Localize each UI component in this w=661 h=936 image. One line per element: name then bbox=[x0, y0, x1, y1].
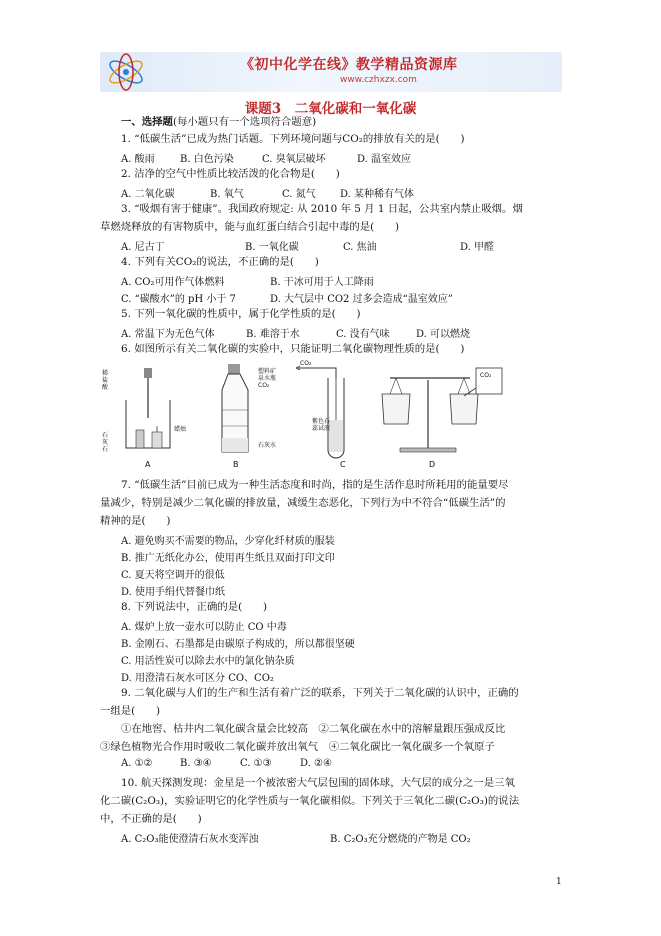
question-8-stem: 8. 下列说法中，正确的是( ) bbox=[121, 601, 268, 613]
q10-option-a: A. C₂O₃能使澄清石灰水变浑浊 bbox=[121, 834, 259, 845]
q4-option-b: B. 干冰可用于人工降雨 bbox=[270, 277, 374, 288]
fig-a-text-2: 盐 bbox=[102, 377, 109, 384]
figure-c-test-tube bbox=[296, 358, 356, 460]
q7-option-a: A. 避免购买不需要的物品，少穿化纤材质的服装 bbox=[121, 536, 335, 547]
question-5-stem: 5. 下列一氧化碳的性质中，属于化学性质的是( ) bbox=[121, 308, 361, 320]
q8-option-c: C. 用活性炭可以除去水中的氯化钠杂质 bbox=[121, 656, 295, 667]
fig-b-text-1: 塑料矿 bbox=[258, 368, 277, 375]
q2-option-d: D. 某种稀有气体 bbox=[340, 189, 415, 200]
section-header bbox=[121, 115, 316, 129]
q3-option-d: D. 甲醛 bbox=[460, 242, 495, 253]
q1-option-b: B. 白色污染 bbox=[180, 154, 234, 165]
question-10-line-3: 中，不正确的是( ) bbox=[100, 813, 202, 825]
q5-option-c: C. 没有气味 bbox=[336, 329, 390, 340]
question-3-line-1: 3. “吸烟有害于健康”。我国政府规定: 从 2010 年 5 月 1 日起，公共室内禁止吸烟。烟 bbox=[121, 203, 523, 215]
q9-option-b: B. ③④ bbox=[180, 758, 212, 769]
q7-option-c: C. 夏天将空调开的很低 bbox=[121, 570, 225, 581]
figure-a-stone-label bbox=[102, 432, 108, 453]
section-label: 一、选择题 bbox=[121, 116, 173, 128]
fig-a-text-3: 酸 bbox=[102, 384, 109, 391]
question-10-line-2: 化二碳(C₂O₃)，实验证明它的化学性质与一氧化碳相似。下列关于三氧化二碳(C₂O₃)的说法 bbox=[100, 795, 520, 807]
figure-b-limewater-label: 石灰水 bbox=[258, 442, 277, 449]
q1-option-d: D. 温室效应 bbox=[357, 154, 412, 165]
fig-b-text-2: 泉水瓶 bbox=[258, 375, 277, 382]
header-banner bbox=[100, 52, 562, 92]
figure-label-a: A bbox=[145, 460, 151, 469]
question-1-stem: 1. “低碳生活”已成为热门话题。下列环境问题与CO₂的排放有关的是( ) bbox=[121, 133, 465, 145]
q7-option-b: B. 推广无纸化办公，使用再生纸且双面打印文印 bbox=[121, 553, 335, 564]
figure-d-co2-label: CO₂ bbox=[480, 372, 492, 379]
figure-a-candle-label: 蜡烛 bbox=[174, 426, 187, 433]
question-3-line-2: 草燃烧释放的有害物质中，能与血红蛋白结合引起中毒的是( ) bbox=[100, 221, 400, 233]
fig-a-text-1: 稀 bbox=[102, 370, 109, 377]
fig-b-text-3: CO₂ bbox=[258, 382, 270, 389]
fig-a-text-5: 灰 bbox=[102, 439, 109, 446]
question-9-line-4: ③绿色植物光合作用时吸收二氧化碳并放出氧气 ④二氧化碳比一氧化碳多一个氧原子 bbox=[100, 741, 495, 753]
question-2-stem: 2. 洁净的空气中性质比较活泼的化合物是( ) bbox=[121, 168, 340, 180]
q3-option-b: B. 一氧化碳 bbox=[245, 242, 299, 253]
q5-option-d: D. 可以燃烧 bbox=[416, 329, 471, 340]
banner-url: www.czhxzx.com bbox=[340, 75, 417, 85]
question-9-line-1: 9. 二氧化碳与人们的生产和生活有着广泛的联系，下列关于二氧化碳的认识中，正确的 bbox=[121, 687, 519, 699]
q3-option-c: C. 焦油 bbox=[343, 242, 377, 253]
q7-option-d: D. 使用手绢代替餐巾纸 bbox=[121, 587, 226, 598]
fig-a-text-4: 石 bbox=[102, 432, 109, 439]
figure-c-co2-label: CO₂ bbox=[300, 360, 312, 367]
question-7-line-1: 7. “低碳生活”目前已成为一种生活态度和时尚，指的是生活作息时所耗用的能量要尽 bbox=[121, 479, 509, 491]
q8-option-d: D. 用澄清石灰水可区分 CO、CO₂ bbox=[121, 673, 274, 684]
section-note: (每小题只有一个选项符合题意) bbox=[172, 116, 317, 128]
q1-option-a: A. 酸雨 bbox=[121, 154, 155, 165]
q1-option-c: C. 臭氧层破坏 bbox=[262, 154, 326, 165]
question-10-line-1: 10. 航天探测发现：金星是一个被浓密大气层包围的固体球，大气层的成分之一是三氧 bbox=[121, 777, 515, 789]
fig-c-text-3: 蕊试液 bbox=[312, 425, 331, 432]
q4-option-a: A. CO₂可用作气体燃料 bbox=[121, 277, 225, 288]
question-9-line-3: ①在地窖、枯井内二氧化碳含量会比较高 ②二氧化碳在水中的溶解量跟压强成反比 bbox=[121, 723, 506, 735]
q8-option-a: A. 煤炉上放一壶水可以防止 CO 中毒 bbox=[121, 622, 287, 633]
figure-c-litmus-label bbox=[312, 418, 330, 432]
q9-option-a: A. ①② bbox=[121, 758, 153, 769]
page-number: 1 bbox=[556, 877, 562, 887]
q5-option-a: A. 常温下为无色气体 bbox=[121, 329, 215, 340]
question-6-stem: 6. 如图所示有关二氧化碳的实验中，只能证明二氧化碳物理性质的是( ) bbox=[121, 343, 465, 355]
fig-a-text-6: 石 bbox=[102, 446, 109, 453]
question-7-line-3: 精神的是( ) bbox=[100, 515, 171, 527]
figure-b-bottle bbox=[210, 360, 260, 460]
question-4-stem: 4. 下列有关CO₂的说法，不正确的是( ) bbox=[121, 256, 319, 268]
q9-option-c: C. ①③ bbox=[240, 758, 272, 769]
q3-option-a: A. 尼古丁 bbox=[121, 242, 165, 253]
figure-a-acid-label bbox=[102, 370, 108, 391]
figure-label-b: B bbox=[233, 460, 239, 469]
question-9-line-2: 一组是( ) bbox=[100, 705, 161, 717]
question-7-line-2: 量减少，特别是减少二氧化碳的排放量，减缓生态恶化，下列行为中不符合“低碳生活”的 bbox=[100, 497, 506, 509]
q9-option-d: D. ②④ bbox=[300, 758, 332, 769]
banner-title: 《初中化学在线》教学精品资源库 bbox=[240, 57, 458, 73]
q5-option-b: B. 难溶于水 bbox=[246, 329, 300, 340]
q2-option-b: B. 氧气 bbox=[210, 189, 244, 200]
atom-logo-icon bbox=[104, 50, 148, 94]
q4-option-d: D. 大气层中 CO2 过多会造成“温室效应” bbox=[270, 294, 453, 305]
figure-a-diagram bbox=[118, 360, 178, 465]
figure-b-bottle-label bbox=[258, 368, 276, 389]
figure-label-d: D bbox=[429, 460, 436, 469]
fig-c-text-2: 紫色石 bbox=[312, 418, 331, 425]
q2-option-a: A. 二氧化碳 bbox=[121, 189, 175, 200]
q8-option-b: B. 金刚石、石墨都是由碳原子构成的，所以都很坚硬 bbox=[121, 639, 355, 650]
q4-option-c: C. “碳酸水”的 pH 小于 7 bbox=[121, 294, 236, 305]
figure-label-c: C bbox=[340, 460, 346, 469]
q10-option-b: B. C₂O₃充分燃烧的产物是 CO₂ bbox=[330, 834, 471, 845]
document-title: 课题3 二氧化碳和一氧化碳 bbox=[244, 101, 417, 117]
q2-option-c: C. 氮气 bbox=[282, 189, 316, 200]
